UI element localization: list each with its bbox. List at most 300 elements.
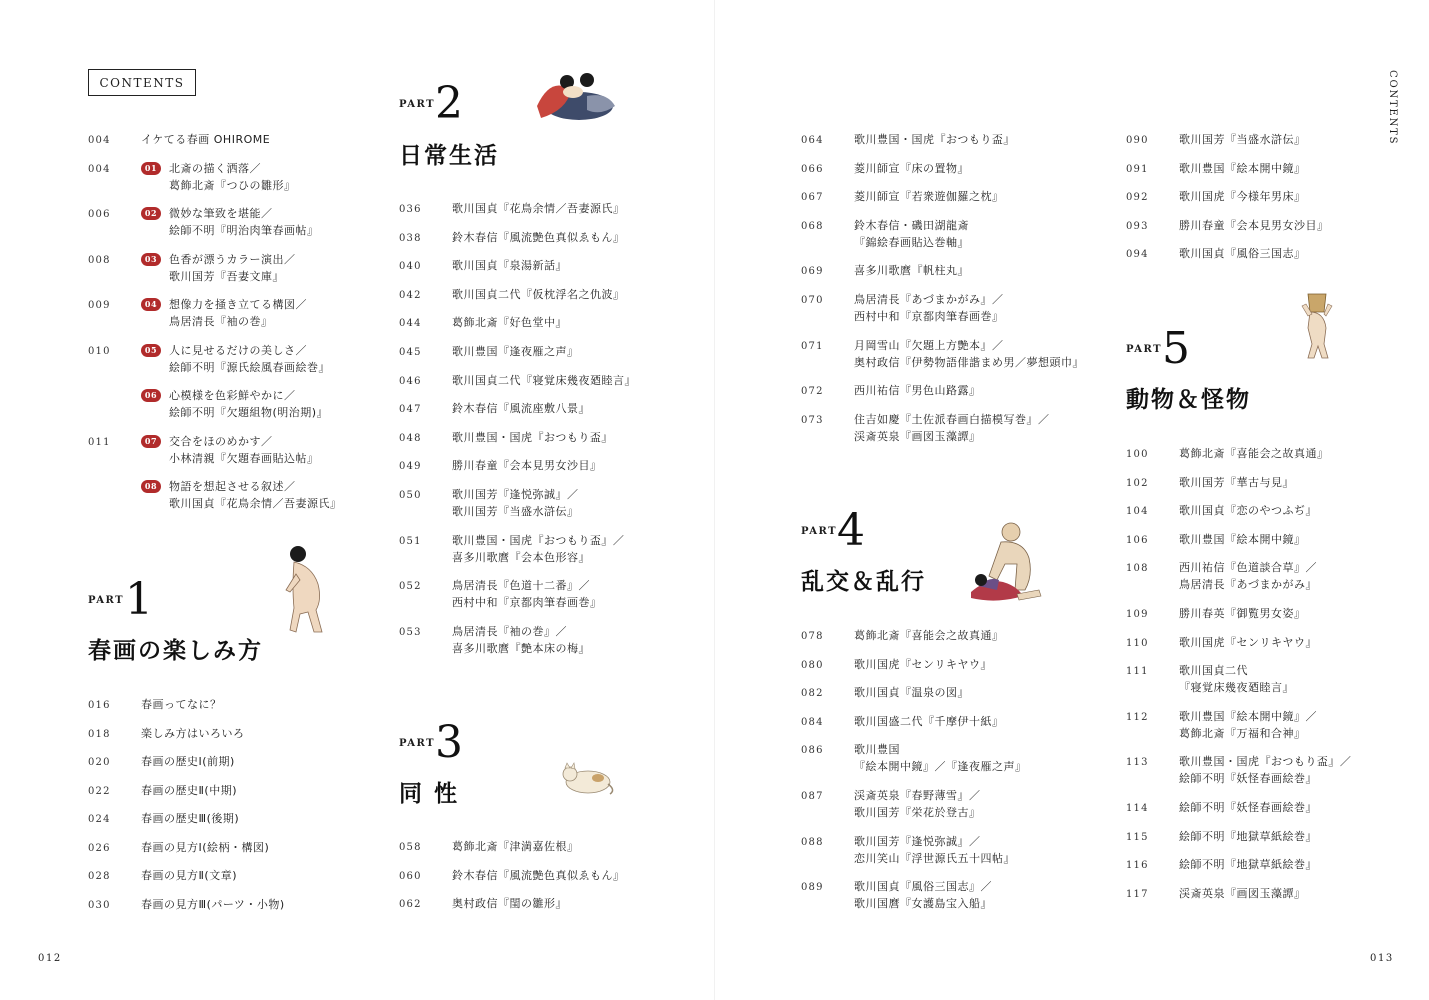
entry-text: 住吉如慶『土佐派春画白描模写巻』／: [854, 412, 1050, 426]
entry-line: [854, 308, 1004, 325]
entry-text: 歌川国芳『栄花於登古』: [854, 806, 981, 819]
entry-line: [141, 251, 296, 268]
page-ref: 011: [88, 436, 111, 448]
entry-line: [854, 411, 1050, 428]
page-ref: 112: [1126, 711, 1149, 723]
page-number-left: 012: [38, 953, 62, 964]
entry-line: [1179, 188, 1306, 205]
entry-body: [452, 623, 590, 657]
entry-text: 歌川国芳『当盛水滸伝』: [1179, 133, 1306, 146]
entry-body: [1179, 188, 1306, 205]
entry-body: [1179, 799, 1317, 816]
page-ref: 082: [801, 688, 824, 700]
page-ref: 048: [399, 432, 422, 444]
entry-line: [452, 257, 567, 274]
entry-line: [854, 656, 992, 673]
page-ref: 010: [88, 345, 111, 357]
entry-body: [141, 296, 307, 330]
entry-text: 絵師不明『明治肉筆春画帖』: [169, 224, 319, 237]
entry-line: [854, 850, 1015, 867]
bucket-head-figure-illustration: [1298, 292, 1338, 360]
page-ref: 111: [1126, 666, 1149, 678]
part-5-label: PART: [1126, 344, 1163, 355]
page-ref: 110: [1126, 637, 1149, 649]
entry-text: 微妙な筆致を堪能／: [169, 207, 273, 220]
entry-text: 月岡雪山『欠題上方艶本』／: [854, 338, 1004, 352]
entry-body: [1179, 856, 1317, 873]
page-ref: 091: [1126, 163, 1149, 175]
entry-text: 楽しみ方はいろいろ: [141, 726, 245, 740]
entry-text: 歌川国貞『温泉の図』: [854, 686, 969, 700]
entry-text: 勝川春童『会本見男女沙目』: [1179, 218, 1329, 232]
entry-text: 渓斎英泉『画図玉藻譚』: [854, 429, 981, 443]
entry-text: 心模様を色彩鮮やかに／: [169, 389, 296, 402]
entry-line: [141, 131, 270, 148]
entry-body: [1179, 474, 1294, 491]
page-ref: 062: [399, 899, 422, 910]
page-ref: 022: [88, 785, 111, 797]
entry-line: [1179, 856, 1317, 873]
entry-body: [1179, 828, 1317, 845]
entry-body: [854, 713, 1004, 730]
entry-line: [854, 337, 1084, 354]
part-4-number: 4: [837, 505, 865, 556]
page-ref: 045: [399, 347, 422, 358]
entry-text: 春画の見方Ⅲ(パーツ・小物): [141, 897, 285, 911]
page-ref: 086: [801, 745, 824, 757]
entry-text: 奥村政信『閨の雛形』: [452, 897, 567, 910]
entry-line: [854, 741, 1027, 758]
entry-text: 喜多川歌麿『会本色形容』: [452, 550, 590, 564]
page-ref: 049: [399, 461, 422, 473]
entry-line: [141, 205, 319, 222]
entry-body: [452, 429, 613, 446]
entry-body: [1179, 502, 1317, 519]
entry-body: [1179, 559, 1317, 593]
entry-text: 絵師不明『地獄草紙絵巻』: [1179, 829, 1317, 843]
number-badge: 07: [141, 435, 161, 448]
page-number-right: 013: [1370, 953, 1394, 964]
entry-line: [452, 838, 579, 855]
page-ref: 042: [399, 289, 422, 301]
entry-text: 歌川国貞『花鳥余情／吾妻源氏』: [169, 497, 342, 510]
page-ref: 024: [88, 814, 111, 825]
embracing-couple-illustration: [527, 66, 619, 126]
entry-text: 絵師不明『妖怪春画絵巻』: [1179, 772, 1317, 786]
entry-line: [1179, 474, 1294, 491]
entry-text: 小林清親『欠題春画貼込帖』: [169, 451, 319, 465]
entry-text: 西川祐信『男色山路露』: [854, 384, 981, 398]
entry-text: 西村中和『京都肉筆春画巻』: [854, 310, 1004, 323]
part-3-number: 3: [435, 717, 463, 768]
entry-text: 『絵本開中鏡』／『逢夜雁之声』: [854, 760, 1027, 774]
entry-text: 絵師不明『欠題組物(明治期)』: [169, 406, 329, 419]
page-ref: 069: [801, 266, 824, 278]
page-ref: 064: [801, 135, 824, 146]
entry-line: [141, 896, 285, 913]
page-ref: 071: [801, 340, 824, 352]
entry-body: [854, 131, 1015, 148]
entry-line: [452, 503, 579, 520]
entry-line: [452, 577, 602, 594]
entry-body: [452, 838, 579, 855]
entry-line: [1179, 799, 1317, 816]
entry-text: 喜多川歌麿『艶本床の梅』: [452, 641, 590, 655]
entry-text: 奥村政信『伊勢物語俳諧まめ男／夢想頭巾』: [854, 355, 1084, 369]
entry-text: 歌川国貞二代『寝覚床幾夜廼睦言』: [452, 373, 636, 387]
entry-line: [1179, 245, 1306, 262]
part-2-title: 日常生活: [399, 143, 499, 169]
entry-text: 歌川国麿『女護島宝入船』: [854, 897, 992, 911]
entry-body: [452, 200, 625, 217]
entry-line: [141, 359, 330, 376]
entry-text: 春画の歴史Ⅰ(前期): [141, 755, 235, 768]
part-3-title: 同 性: [399, 781, 460, 807]
entry-line: [452, 486, 579, 503]
entry-line: [854, 787, 981, 804]
entry-line: [854, 262, 969, 279]
entry-text: 歌川豊国・国虎『おつもり盃』／: [452, 533, 625, 547]
entry-body: [1179, 885, 1306, 902]
entry-text: 歌川国盛二代『千摩伊十紙』: [854, 714, 1004, 728]
entry-text: 鈴木春信・磯田湖龍斎: [854, 218, 969, 232]
entry-body: [141, 433, 319, 467]
entry-body: [854, 878, 992, 912]
entry-body: [452, 577, 602, 611]
entry-line: [1179, 131, 1306, 148]
entry-text: 歌川国芳『逢悦弥誠』／: [452, 488, 579, 501]
entry-line: [854, 354, 1084, 371]
entry-text: 春画ってなに？: [141, 698, 222, 711]
page-ref: 009: [88, 300, 111, 311]
cat-illustration: [558, 762, 616, 796]
entry-text: 西川祐信『色道談合草』／: [1179, 561, 1317, 575]
page-ref: 067: [801, 192, 824, 204]
page-ref: 016: [88, 700, 111, 711]
entry-text: 葛飾北斎『喜能会之故真通』: [854, 629, 1004, 642]
entry-text: 勝川春英『御覧男女姿』: [1179, 607, 1306, 620]
entry-body: [141, 251, 296, 285]
entry-text: 渓斎英泉『画図玉藻譚』: [1179, 886, 1306, 900]
entry-body: [452, 486, 579, 520]
entry-text: 歌川豊国・国虎『おつもり盃』／: [1179, 755, 1352, 769]
entry-text: 西村中和『京都肉筆春画巻』: [452, 596, 602, 610]
entry-body: [1179, 708, 1317, 742]
entry-body: [854, 337, 1084, 371]
entry-text: 菱川師宣『若衆遊伽羅之枕』: [854, 190, 1004, 204]
entry-line: [452, 623, 590, 640]
entry-text: 絵師不明『妖怪春画絵巻』: [1179, 801, 1317, 814]
entry-line: [854, 895, 992, 912]
page-ref: 089: [801, 882, 824, 894]
entry-line: [141, 810, 239, 827]
entry-line: [1179, 885, 1306, 902]
page-ref: 018: [88, 728, 111, 740]
entry-body: [854, 833, 1015, 867]
entry-line: [854, 131, 1015, 148]
entry-line: [854, 684, 969, 701]
entry-text: 歌川国虎『今様年男床』: [1179, 190, 1306, 203]
entry-line: [452, 314, 567, 331]
entry-line: [452, 429, 613, 446]
entry-text: 歌川豊国: [854, 743, 900, 757]
page-ref: 051: [399, 535, 422, 547]
page-ref: 114: [1126, 803, 1149, 814]
entry-text: 葛飾北斎『つひの雛形』: [169, 178, 296, 192]
entry-text: 菱川師宣『床の置物』: [854, 161, 969, 175]
page-ref: 047: [399, 404, 422, 416]
entry-text: 歌川国貞『恋のやつふぢ』: [1179, 504, 1317, 518]
entry-body: [452, 314, 567, 331]
entry-body: [452, 257, 567, 274]
entry-line: [1179, 725, 1317, 742]
part-3-label: PART: [399, 738, 436, 749]
crouching-figure-illustration: [282, 544, 334, 636]
entry-line: [1179, 559, 1317, 576]
entry-line: [452, 343, 579, 360]
entry-text: 鳥居清長『あづまかがみ』／: [854, 293, 1004, 306]
entry-text: 鳥居清長『あづまかがみ』: [1179, 578, 1317, 592]
entry-line: [854, 188, 1004, 205]
page-ref: 052: [399, 581, 422, 593]
entry-text: 絵師不明『地獄草紙絵巻』: [1179, 858, 1317, 872]
entry-text: 歌川豊国『絵本開中鏡』／: [1179, 709, 1317, 723]
entry-body: [452, 867, 625, 884]
entry-body: [1179, 217, 1329, 234]
page-ref: 053: [399, 626, 422, 638]
entry-line: [141, 839, 269, 856]
page-ref: 087: [801, 791, 824, 802]
entry-text: 渓斎英泉『春野薄雪』／: [854, 789, 981, 802]
entry-line: [141, 342, 330, 359]
entry-line: [141, 313, 307, 330]
entry-line: [1179, 753, 1351, 770]
entry-line: [1179, 531, 1306, 548]
page-ref: 036: [399, 204, 422, 215]
entry-text: 北斎の描く洒落／: [169, 161, 261, 175]
entry-line: [452, 640, 590, 657]
entry-text: 歌川国貞『風俗三国志』／: [854, 880, 992, 894]
page-ref: 088: [801, 836, 824, 848]
entry-text: 色香が漂うカラー演出／: [169, 252, 296, 266]
entry-text: イケてる春画 OHIROME: [141, 133, 271, 146]
entry-line: [141, 268, 296, 285]
entry-body: [1179, 531, 1306, 548]
entry-body: [141, 696, 222, 713]
entry-line: [854, 804, 981, 821]
part-1-label: PART: [88, 595, 125, 606]
page-ref: 080: [801, 659, 824, 671]
entry-line: [141, 478, 342, 495]
page-ref: 004: [88, 135, 111, 146]
entry-line: [141, 160, 296, 177]
entry-text: 春画の歴史Ⅱ(中期): [141, 783, 237, 797]
entry-text: 歌川国貞二代『仮枕浮名之仇波』: [452, 287, 625, 301]
page-ref: 084: [801, 716, 824, 728]
entry-body: [854, 787, 981, 821]
part-4-title: 乱交＆乱行: [801, 569, 926, 595]
entry-body: [452, 372, 636, 389]
part-4-label: PART: [801, 526, 838, 537]
entry-body: [854, 382, 981, 399]
page-ref: 008: [88, 254, 111, 266]
entry-text: 鈴木春信『風流座敷八景』: [452, 402, 590, 416]
entry-body: [854, 627, 1004, 644]
entry-line: [141, 222, 319, 239]
entry-text: 春画の歴史Ⅲ(後期): [141, 812, 240, 825]
entry-body: [1179, 160, 1306, 177]
entry-line: [854, 758, 1027, 775]
entry-text: 勝川春童『会本見男女沙目』: [452, 459, 602, 473]
entry-line: [141, 450, 319, 467]
entry-text: 歌川国貞『風俗三国志』: [1179, 247, 1306, 260]
entry-body: [452, 400, 590, 417]
entry-text: 歌川豊国『逢夜雁之声』: [452, 345, 579, 358]
entry-line: [452, 400, 590, 417]
entry-text: 歌川国芳『当盛水滸伝』: [452, 505, 579, 518]
number-badge: 04: [141, 298, 161, 311]
entry-body: [854, 291, 1004, 325]
page-ref: 090: [1126, 135, 1149, 146]
entry-text: 鳥居清長『袖の巻』／: [452, 624, 567, 638]
entry-line: [141, 725, 245, 742]
entry-text: 歌川豊国・国虎『おつもり盃』: [854, 133, 1015, 146]
entry-line: [452, 200, 625, 217]
entry-text: 物語を想起させる叙述／: [169, 480, 296, 493]
page-ref: 068: [801, 220, 824, 232]
entry-body: [1179, 605, 1306, 622]
entry-body: [452, 286, 625, 303]
number-badge: 03: [141, 253, 161, 266]
entry-text: 歌川国貞『泉湯新話』: [452, 259, 567, 273]
entry-line: [452, 549, 624, 566]
entry-line: [1179, 605, 1306, 622]
page-ref: 044: [399, 318, 422, 330]
page-ref: 004: [88, 163, 111, 175]
page-ref: 106: [1126, 534, 1149, 546]
entry-line: [1179, 634, 1317, 651]
page-ref: 102: [1126, 477, 1149, 489]
spread-fold: [714, 0, 715, 1000]
entry-line: [141, 433, 319, 450]
number-badge: 02: [141, 207, 161, 220]
entry-body: [854, 262, 969, 279]
entry-line: [854, 878, 992, 895]
entry-line: [1179, 576, 1317, 593]
entry-line: [1179, 828, 1317, 845]
entry-text: 『寝覚床幾夜廼睦言』: [1179, 681, 1294, 695]
entry-line: [141, 177, 296, 194]
entry-line: [1179, 217, 1329, 234]
entry-text: 歌川国虎『センリキヤウ』: [854, 657, 992, 671]
entry-body: [1179, 634, 1317, 651]
entry-line: [1179, 502, 1317, 519]
entry-line: [141, 495, 342, 512]
entry-text: 歌川国芳『華古与見』: [1179, 475, 1294, 489]
entry-body: [141, 205, 319, 239]
page-ref: 066: [801, 163, 824, 175]
entry-text: 想像力を掻き立てる構図／: [169, 298, 307, 311]
page-ref: 038: [399, 232, 422, 244]
entry-line: [854, 713, 1004, 730]
part-1-number: 1: [125, 574, 153, 625]
entry-text: 交合をほのめかす／: [169, 434, 273, 448]
entry-body: [1179, 245, 1306, 262]
page-ref: 050: [399, 490, 422, 501]
page-ref: 108: [1126, 563, 1149, 575]
entry-text: 葛飾北斎『好色堂中』: [452, 316, 567, 330]
part-2-number: 2: [435, 78, 463, 129]
entry-body: [1179, 131, 1306, 148]
entry-line: [854, 382, 981, 399]
entry-line: [854, 428, 1050, 445]
entry-line: [452, 372, 636, 389]
part-1-title: 春画の楽しみ方: [88, 638, 263, 664]
entry-body: [452, 229, 625, 246]
entry-text: 春画の見方Ⅱ(文章): [141, 869, 237, 882]
entry-text: 鈴木春信『風流艶色真似ゑもん』: [452, 868, 625, 882]
entry-body: [854, 741, 1027, 775]
entry-body: [141, 782, 237, 799]
page-ref: 093: [1126, 220, 1149, 232]
entry-text: 葛飾北斎『津満嘉佐根』: [452, 840, 579, 853]
entry-line: [1179, 770, 1351, 787]
part-5-number: 5: [1162, 323, 1190, 374]
entry-body: [452, 895, 567, 912]
entry-body: [141, 867, 237, 884]
page-ref: 116: [1126, 860, 1149, 872]
entry-text: 歌川国貞二代: [1179, 664, 1248, 678]
entry-text: 『錦絵春画貼込巻軸』: [854, 235, 969, 249]
page-ref: 092: [1126, 192, 1149, 203]
entry-body: [1179, 662, 1294, 696]
entry-text: 歌川国虎『センリキヤウ』: [1179, 635, 1317, 649]
entry-body: [141, 725, 245, 742]
entry-body: [854, 411, 1050, 445]
entry-text: 絵師不明『源氏絵風春画絵巻』: [169, 360, 330, 374]
entry-text: 春画の見方Ⅰ(絵柄・構図): [141, 840, 270, 854]
entry-text: 人に見せるだけの美しさ／: [169, 343, 307, 357]
page-ref: 094: [1126, 249, 1149, 260]
entry-body: [854, 217, 969, 251]
part-2-label: PART: [399, 99, 436, 110]
entry-line: [452, 532, 624, 549]
entry-text: 歌川豊国『絵本開中鏡』: [1179, 161, 1306, 175]
entry-text: 鳥居清長『袖の巻』: [169, 315, 273, 328]
entry-body: [854, 160, 969, 177]
entry-body: [141, 478, 342, 512]
entry-line: [854, 234, 969, 251]
entry-line: [452, 895, 567, 912]
entry-body: [452, 343, 579, 360]
entry-body: [1179, 445, 1329, 462]
vertical-contents-label: CONTENTS: [1387, 70, 1398, 146]
number-badge: 08: [141, 480, 161, 493]
entry-body: [141, 839, 269, 856]
page-ref: 046: [399, 375, 422, 387]
page-ref: 104: [1126, 506, 1149, 518]
entry-body: [452, 457, 602, 474]
entry-text: 喜多川歌麿『帆柱丸』: [854, 264, 969, 278]
entry-line: [141, 867, 237, 884]
entry-line: [854, 291, 1004, 308]
entry-line: [854, 217, 969, 234]
page-ref: 020: [88, 757, 111, 768]
entry-text: 歌川国芳『逢悦弥誠』／: [854, 834, 981, 848]
entry-line: [452, 229, 625, 246]
entry-line: [854, 160, 969, 177]
entry-body: [141, 160, 296, 194]
